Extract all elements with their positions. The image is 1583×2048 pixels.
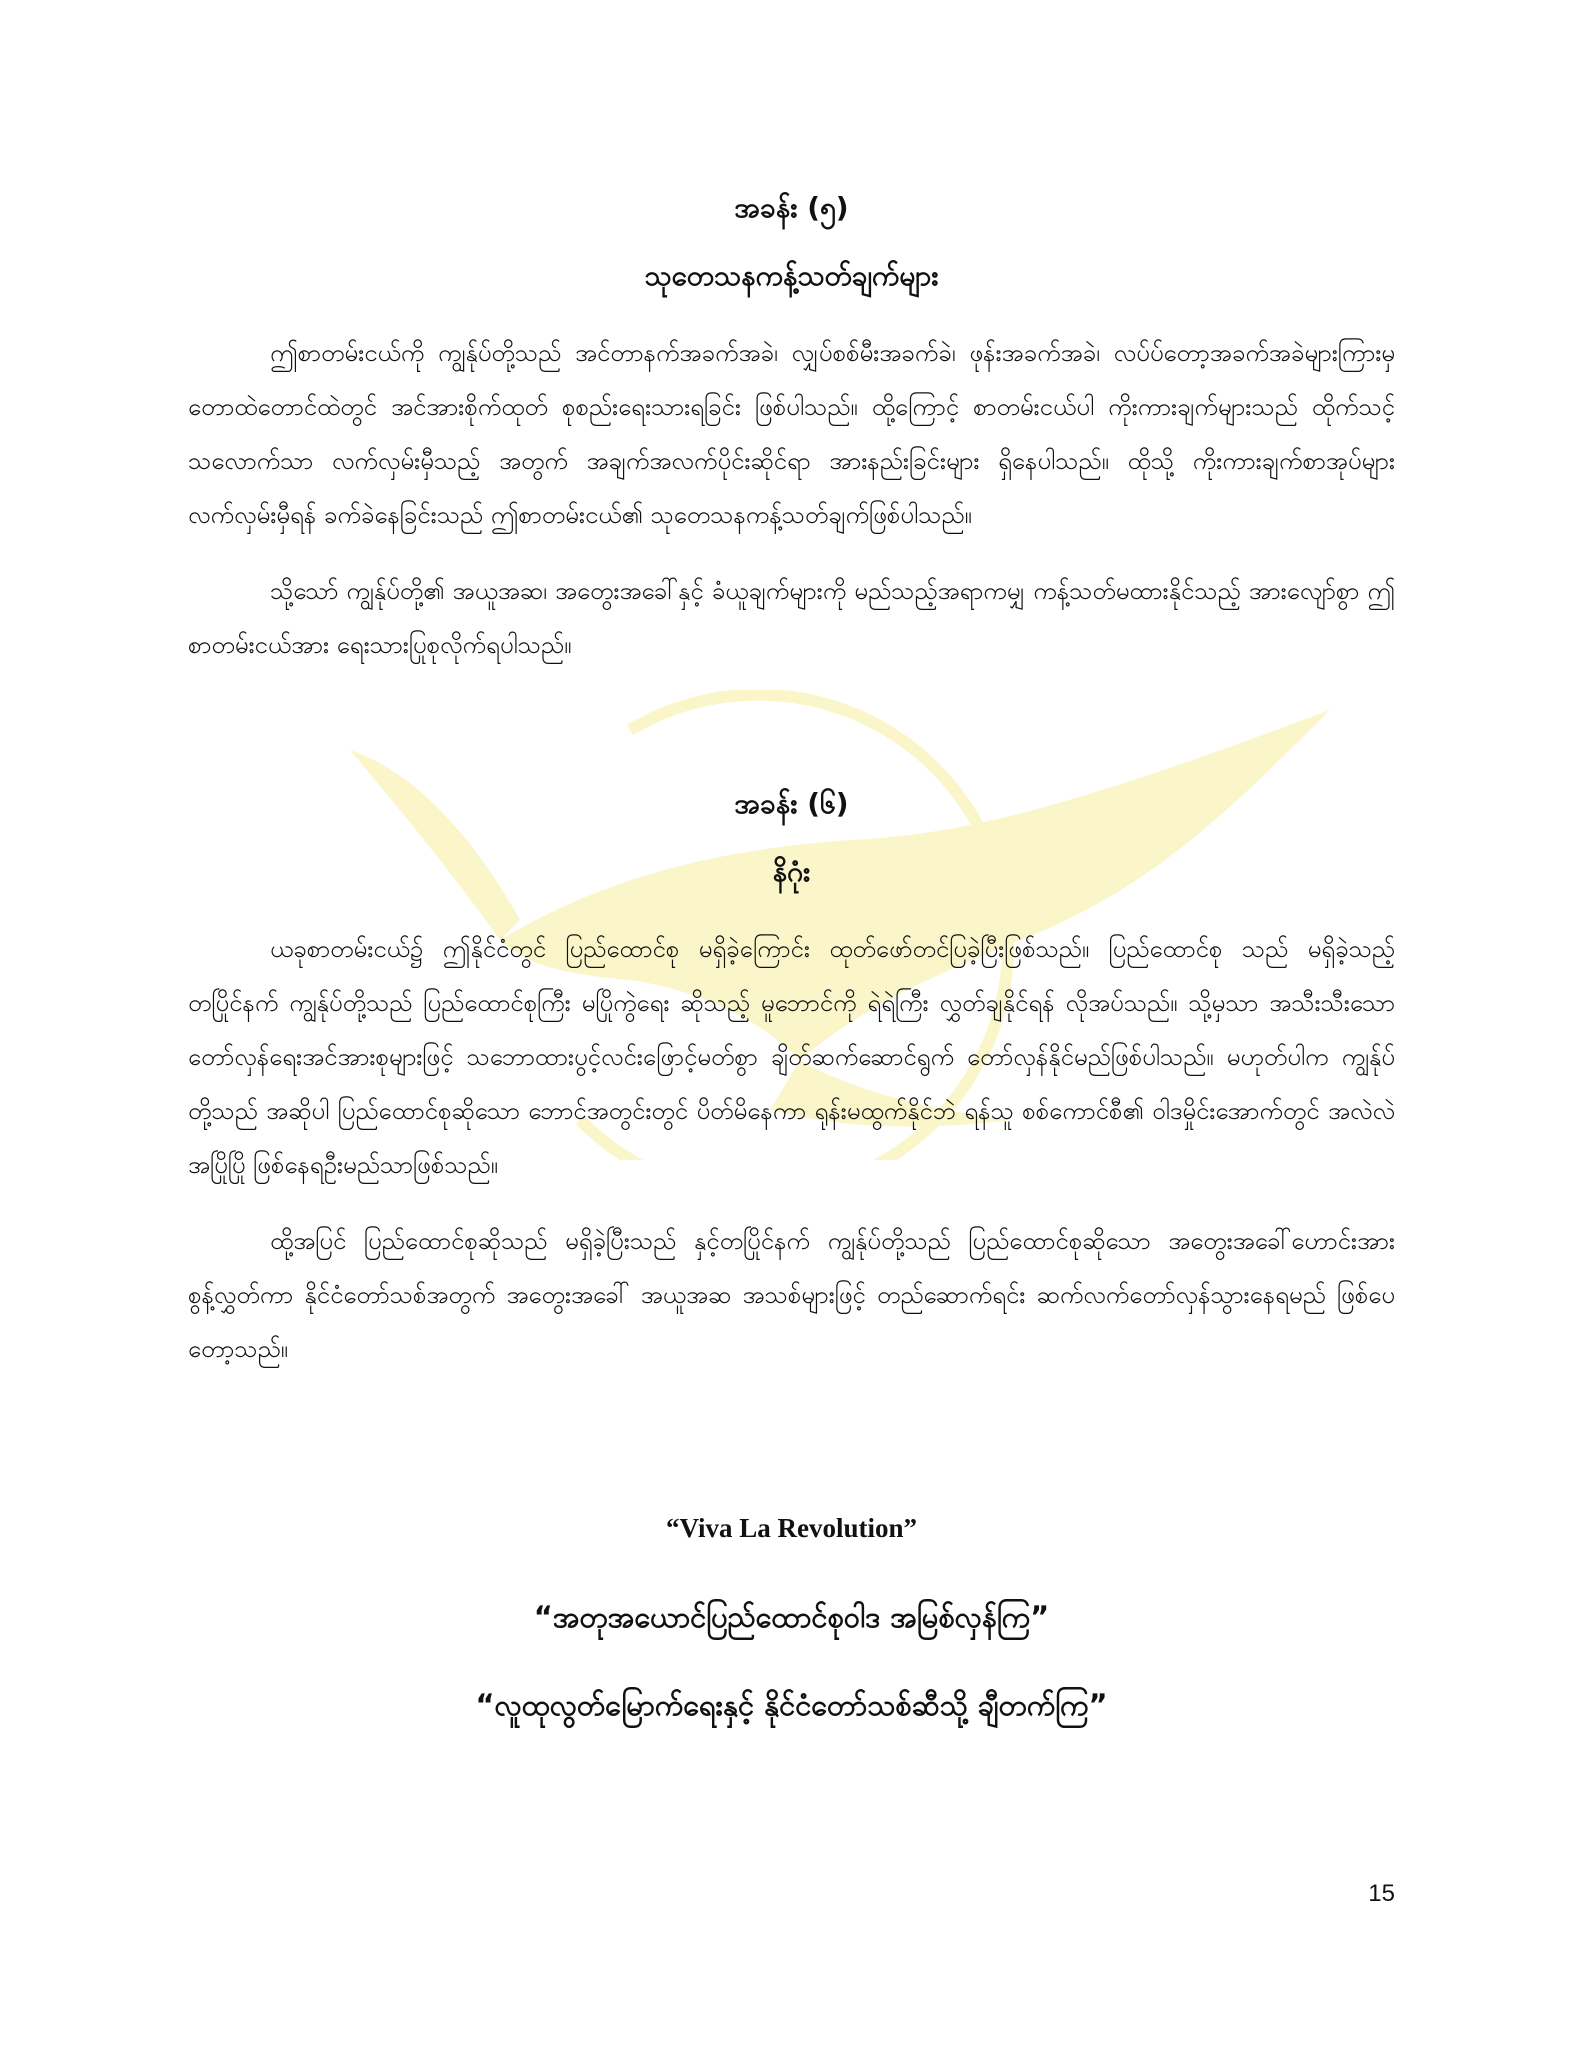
slogan-english: “Viva La Revolution” <box>665 1513 917 1543</box>
section-5-paragraph-2: သို့သော် ကျွန်ုပ်တို့၏ အယူအဆ၊ အတွေးအခေါ်နှင့် ခံယူချက်များကို မည်သည့်အရာကမျှ ကန့်သတ်မထားနိုင်သည့် အားလျော်စွာ ဤစာတမ်းငယ်အား ရေးသားပြုစုလိုက်ရပါသည်။ <box>188 577 1395 659</box>
section-6-title: နိဂုံး <box>772 855 811 888</box>
section-6-paragraph-1: ယခုစာတမ်းငယ်၌ ဤနိုင်ငံတွင် ပြည်ထောင်စု မရှိခဲ့ကြောင်း ထုတ်ဖော်တင်ပြခဲ့ပြီးဖြစ်သည်။ ပြည်ထောင်စု သည် မရှိခဲ့သည့် တပြိုင်နက် ကျွန်ုပ်တို့သည် ပြည်ထောင်စုကြီး မပြိုကွဲရေး ဆိုသည့် မူဘောင်ကို ရဲရဲကြီး လွှတ်ချနိုင်ရန် လိုအပ်သည်။ သို့မှသာ အသီးသီးသော တော်လှန်ရေးအင်အားစုများဖြင့် သဘောထားပွင့်လင်းဖြောင့်မတ်စွာ ချိတ်ဆက်ဆောင်ရွက် တော်လှန်နိုင်မည်ဖြစ်ပါသည်။ မဟုတ်ပါက ကျွန်ုပ်တို့သည် အဆိုပါ ပြည်ထောင်စုဆိုသော ဘောင်အတွင်းတွင် ပိတ်မိနေကာ ရုန်းမထွက်နိုင်ဘဲ ရန်သူ စစ်ကောင်စီ၏ ဝါဒမှိုင်းအောက်တွင် အလဲလဲအပြိုပြို ဖြစ်နေရဦးမည်သာဖြစ်သည်။ <box>188 935 1395 1179</box>
section-5-heading: အခန်း (၅) <box>734 191 849 224</box>
section-5-title: သုတေသနကန့်သတ်ချက်များ <box>644 259 939 292</box>
slogan-spacer <box>188 1398 1395 1508</box>
page-content <box>188 180 1395 1772</box>
slogan-burmese-1: “အတုအယောင်ပြည်ထောင်စုဝါဒ အမြစ်လှန်ကြ” <box>533 1600 1050 1634</box>
section-spacer <box>188 694 1395 776</box>
section-6-paragraph-2: ထို့အပြင် ပြည်ထောင်စုဆိုသည် မရှိခဲ့ပြီးသည် နှင့်တပြိုင်နက် ကျွန်ုပ်တို့သည် ပြည်ထောင်စုဆိုသော အတွေးအခေါ်ဟောင်းအားစွန့်လွှတ်ကာ နိုင်ငံတော်သစ်အတွက် အတွေးအခေါ် အယူအဆ အသစ်များဖြင့် တည်ဆောက်ရင်း ဆက်လက်တော်လှန်သွားနေရမည် ဖြစ်ပေတော့သည်။ <box>188 1227 1395 1363</box>
slogan-burmese-2: “လူထုလွတ်မြောက်ရေးနှင့် နိုင်ငံတော်သစ်ဆီသို့ ချီတက်ကြ” <box>475 1688 1108 1722</box>
section-6-heading: အခန်း (၆) <box>734 787 849 820</box>
page-number: 15 <box>1368 1880 1395 1907</box>
section-5-paragraph-1: ဤစာတမ်းငယ်ကို ကျွန်ုပ်တို့သည် အင်တာနက်အခက်အခဲ၊ လျှပ်စစ်မီးအခက်ခဲ၊ ဖုန်းအခက်အခဲ၊ လပ်ပ်တော့အခက်အခဲများကြားမှ တောထဲတောင်ထဲတွင် အင်အားစိုက်ထုတ် စုစည်းရေးသားရခြင်း ဖြစ်ပါသည်။ ထို့ကြောင့် စာတမ်းငယ်ပါ ကိုးကားချက်များသည် ထိုက်သင့်သလောက်သာ လက်လှမ်းမှီသည့် အတွက် အချက်အလက်ပိုင်းဆိုင်ရာ အားနည်းခြင်းများ ရှိနေပါသည်။ ထိုသို့ ကိုးကားချက်စာအုပ်များ လက်လှမ်းမှီရန် ခက်ခဲနေခြင်းသည် ဤစာတမ်းငယ်၏ သုတေသနကန့်သတ်ချက်ဖြစ်ပါသည်။ <box>188 339 1395 529</box>
